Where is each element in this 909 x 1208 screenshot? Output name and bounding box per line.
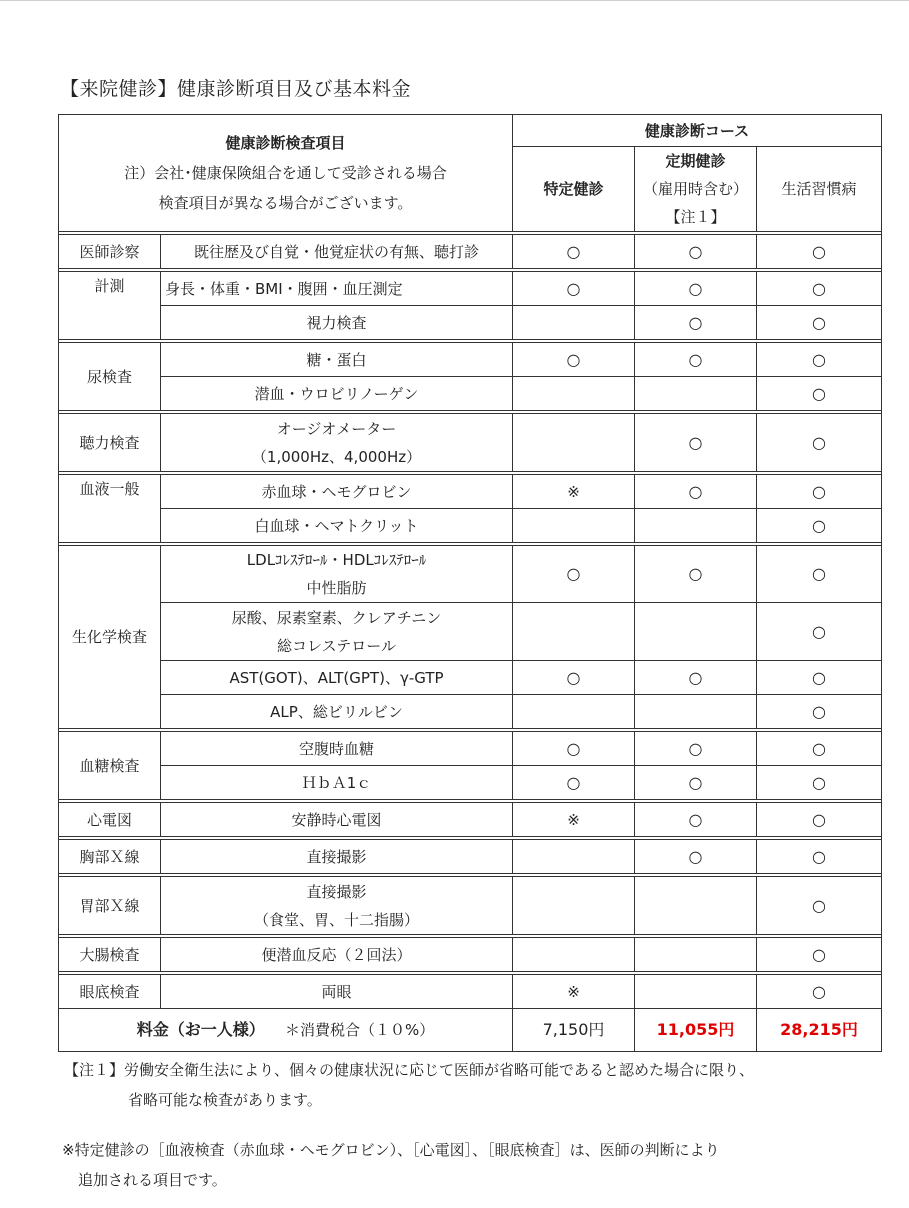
mark-cell: ○ <box>757 377 882 411</box>
header-note-2: 検査項目が異なる場合がございます。 <box>158 194 413 212</box>
mark-cell: ○ <box>635 803 757 837</box>
category-cell: 血糖検査 <box>59 732 161 800</box>
table-row <box>59 938 882 972</box>
table-row <box>59 603 882 661</box>
mark-cell: ○ <box>757 766 882 800</box>
item-cell <box>161 546 513 603</box>
mark-cell: ○ <box>513 235 635 269</box>
table-row <box>59 695 882 729</box>
table-row <box>59 272 882 306</box>
item-cell: 直接撮影 <box>161 840 513 874</box>
item-line: 中性脂肪 <box>306 579 367 597</box>
mark-cell <box>513 603 635 661</box>
mark-cell <box>513 840 635 874</box>
mark-cell <box>635 975 757 1009</box>
category-cell: 心電図 <box>59 803 161 837</box>
mark-cell: ○ <box>757 306 882 340</box>
table-row <box>59 803 882 837</box>
mark-cell: ○ <box>635 235 757 269</box>
item-cell: 既往歴及び自覚・他覚症状の有無、聴打診 <box>161 235 513 269</box>
category-cell: 胸部Ｘ線 <box>59 840 161 874</box>
item-cell: AST(GOT)、ALT(GPT)、γ-GTP <box>161 661 513 695</box>
note-2 <box>62 1135 720 1195</box>
mark-cell: ○ <box>635 272 757 306</box>
item-line: （食堂、胃、十二指腸） <box>254 910 420 929</box>
mark-cell: ○ <box>757 546 882 603</box>
category-cell: 胃部Ｘ線 <box>59 877 161 935</box>
mark-cell: ※ <box>513 475 635 509</box>
item-line: 直接撮影 <box>306 882 367 901</box>
table-row <box>59 840 882 874</box>
item-cell: 赤血球・ヘモグロビン <box>161 475 513 509</box>
col-teiki-note: 【注１】 <box>665 208 726 226</box>
top-border <box>0 0 909 1</box>
category-cell: 聴力検査 <box>59 414 161 472</box>
item-cell: 空腹時血糖 <box>161 732 513 766</box>
item-line: 総コレステロール <box>277 636 396 655</box>
price-label: 料金（お一人様） <box>136 1020 265 1039</box>
item-cell: 身長・体重・BMI・腹囲・血圧測定 <box>161 272 513 306</box>
item-line: 尿酸、尿素窒素、クレアチニン <box>231 608 442 627</box>
mark-cell: ※ <box>513 803 635 837</box>
table-row <box>59 509 882 543</box>
note-1-line-2: 省略可能な検査があります。 <box>128 1091 322 1109</box>
mark-cell: ○ <box>513 546 635 603</box>
table-row <box>59 414 882 472</box>
note-2-line-2: 追加される項目です。 <box>78 1171 227 1189</box>
price-tokutei: 7,150円 <box>513 1009 635 1052</box>
page-title: 【来院健診】健康診断項目及び基本料金 <box>60 78 412 100</box>
item-cell <box>161 603 513 661</box>
mark-cell: ○ <box>635 546 757 603</box>
mark-cell: ○ <box>757 235 882 269</box>
category-cell: 尿検査 <box>59 343 161 411</box>
price-seikatsu: 28,215円 <box>757 1009 882 1052</box>
col-teiki-sub: （雇用時含む） <box>643 180 749 198</box>
mark-cell <box>513 377 635 411</box>
note-1 <box>64 1055 754 1115</box>
table-row <box>59 306 882 340</box>
mark-cell <box>635 938 757 972</box>
item-cell: 糖・蛋白 <box>161 343 513 377</box>
item-cell: 両眼 <box>161 975 513 1009</box>
mark-cell: ○ <box>513 661 635 695</box>
table-row <box>59 661 882 695</box>
mark-cell: ○ <box>757 603 882 661</box>
mark-cell: ○ <box>757 877 882 935</box>
category-cell: 眼底検査 <box>59 975 161 1009</box>
mark-cell: ○ <box>635 661 757 695</box>
mark-cell: ○ <box>757 343 882 377</box>
exam-table <box>58 114 882 1052</box>
category-cell: 計測 <box>59 272 161 340</box>
mark-cell: ○ <box>513 343 635 377</box>
note-1-line-1: 【注１】労働安全衛生法により、個々の健康状況に応じて医師が省略可能であると認めた場合に限り、 <box>64 1061 755 1079</box>
item-line: （1,000Hz、4,000Hz） <box>251 447 422 466</box>
item-line: オージオメーター <box>276 419 397 438</box>
mark-cell: ○ <box>757 938 882 972</box>
col-tokutei: 特定健診 <box>513 147 635 232</box>
note-2-line-1: ※特定健診の［血液検査（赤血球・ヘモグロビン）、［心電図］、［眼底検査］は、医師の判断により <box>62 1141 720 1159</box>
col-seikatsu: 生活習慣病 <box>757 147 882 232</box>
table-row <box>59 475 882 509</box>
mark-cell <box>513 877 635 935</box>
mark-cell <box>635 603 757 661</box>
mark-cell: ○ <box>635 766 757 800</box>
mark-cell: ○ <box>757 840 882 874</box>
item-line: LDLｺﾚｽﾃﾛｰﾙ・HDLｺﾚｽﾃﾛｰﾙ <box>246 551 427 569</box>
item-cell: ALP、総ビリルビン <box>161 695 513 729</box>
items-title: 健康診断検査項目 <box>225 134 346 152</box>
table-row <box>59 235 882 269</box>
mark-cell <box>513 414 635 472</box>
mark-cell <box>513 306 635 340</box>
table-row <box>59 546 882 603</box>
mark-cell <box>513 938 635 972</box>
mark-cell: ○ <box>757 975 882 1009</box>
mark-cell: ○ <box>757 509 882 543</box>
category-cell: 血液一般 <box>59 475 161 543</box>
item-cell: 潜血・ウロビリノーゲン <box>161 377 513 411</box>
mark-cell <box>635 695 757 729</box>
mark-cell: ○ <box>635 475 757 509</box>
items-header <box>59 115 513 232</box>
mark-cell: ○ <box>513 766 635 800</box>
mark-cell <box>635 377 757 411</box>
header-note-1: 注）会社･健康保険組合を通して受診される場合 <box>124 164 447 182</box>
table-row <box>59 975 882 1009</box>
mark-cell: ○ <box>635 732 757 766</box>
item-cell <box>161 877 513 935</box>
mark-cell: ○ <box>635 306 757 340</box>
price-row <box>59 1009 882 1052</box>
tax-note: ＊消費税合（１０%） <box>285 1021 435 1039</box>
mark-cell: ○ <box>757 695 882 729</box>
mark-cell: ○ <box>757 732 882 766</box>
mark-cell: ※ <box>513 975 635 1009</box>
table-row <box>59 377 882 411</box>
mark-cell: ○ <box>635 840 757 874</box>
mark-cell <box>513 509 635 543</box>
item-cell: 白血球・ヘマトクリット <box>161 509 513 543</box>
item-cell: ＨｂＡ1ｃ <box>161 766 513 800</box>
mark-cell: ○ <box>757 414 882 472</box>
item-cell: 便潜血反応（２回法） <box>161 938 513 972</box>
col-teiki <box>635 147 757 232</box>
category-cell: 生化学検査 <box>59 546 161 729</box>
item-cell: 安静時心電図 <box>161 803 513 837</box>
category-cell: 医師診察 <box>59 235 161 269</box>
table-row <box>59 766 882 800</box>
mark-cell: ○ <box>757 272 882 306</box>
mark-cell: ○ <box>513 732 635 766</box>
mark-cell: ○ <box>635 343 757 377</box>
table-row <box>59 343 882 377</box>
mark-cell: ○ <box>635 414 757 472</box>
table-row <box>59 732 882 766</box>
table-row <box>59 877 882 935</box>
course-title: 健康診断コース <box>513 115 882 147</box>
mark-cell <box>635 877 757 935</box>
mark-cell <box>635 509 757 543</box>
col-teiki-title: 定期健診 <box>665 152 726 170</box>
item-cell: 視力検査 <box>161 306 513 340</box>
mark-cell <box>513 695 635 729</box>
mark-cell: ○ <box>513 272 635 306</box>
mark-cell: ○ <box>757 475 882 509</box>
item-cell <box>161 414 513 472</box>
price-label-cell <box>59 1009 513 1052</box>
price-teiki: 11,055円 <box>635 1009 757 1052</box>
mark-cell: ○ <box>757 803 882 837</box>
mark-cell: ○ <box>757 661 882 695</box>
category-cell: 大腸検査 <box>59 938 161 972</box>
